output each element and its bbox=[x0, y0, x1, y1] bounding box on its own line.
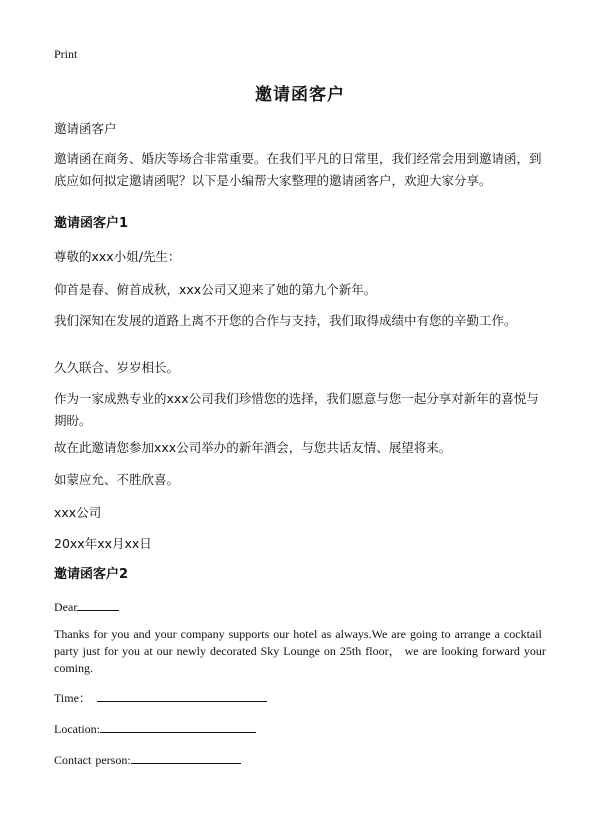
section1-paragraph-1: 仰首是春、俯首成秋，xxx公司又迎来了她的第九个新年。 bbox=[54, 282, 377, 297]
section1-date: 20xx年xx月xx日 bbox=[54, 536, 152, 551]
section1-paragraph-4: 作为一家成熟专业的xxx公司我们珍惜您的选择，我们愿意与您一起分享对新年的喜悦与期盼。 bbox=[54, 391, 539, 428]
section1-paragraph-6: 如蒙应允、不胜欣喜。 bbox=[54, 472, 180, 487]
section1-paragraph-2: 我们深知在发展的道路上离不开您的合作与支持，我们取得成绩中有您的辛勤工作。 bbox=[54, 313, 517, 328]
dear-label: Dear bbox=[54, 600, 78, 614]
dear-blank-line bbox=[77, 598, 119, 611]
section1-salutation: 尊敬的xxx小姐/先生： bbox=[54, 249, 181, 264]
contact-field bbox=[54, 751, 550, 769]
section1-paragraph-3: 久久联合、岁岁相长。 bbox=[54, 360, 180, 375]
location-label: Location: bbox=[54, 722, 100, 736]
contact-label: Contact person: bbox=[54, 753, 131, 767]
print-link[interactable]: Print bbox=[54, 47, 78, 61]
page-title: 邀请函客户 bbox=[255, 85, 345, 105]
section1-signature: xxx公司 bbox=[54, 505, 102, 520]
section1-heading: 邀请函客户1 bbox=[54, 216, 129, 231]
time-blank-line bbox=[97, 689, 267, 702]
section2-salutation bbox=[54, 598, 550, 616]
intro-paragraph: 邀请函在商务、婚庆等场合非常重要。在我们平凡的日常里，我们经常会用到邀请函，到底应如何拟定邀请函呢？以下是小编帮大家整理的邀请函客户，欢迎大家分享。 bbox=[54, 151, 542, 188]
location-field bbox=[54, 720, 550, 738]
section2-body: Thanks for you and your company supports our hotel as always.We are going to arrange a cocktail party just for you at our newly decorated Sky Lounge on 25th floor， we are looking forward your coming. bbox=[54, 627, 546, 675]
contact-blank-line bbox=[131, 751, 241, 764]
section2-heading: 邀请函客户2 bbox=[54, 567, 129, 582]
intro-heading: 邀请函客户 bbox=[54, 121, 117, 136]
time-field bbox=[54, 689, 550, 707]
section1-paragraph-5: 故在此邀请您参加xxx公司举办的新年酒会，与您共话友情、展望将来。 bbox=[54, 440, 452, 455]
location-blank-line bbox=[100, 720, 256, 733]
time-label: Time： bbox=[54, 691, 91, 705]
